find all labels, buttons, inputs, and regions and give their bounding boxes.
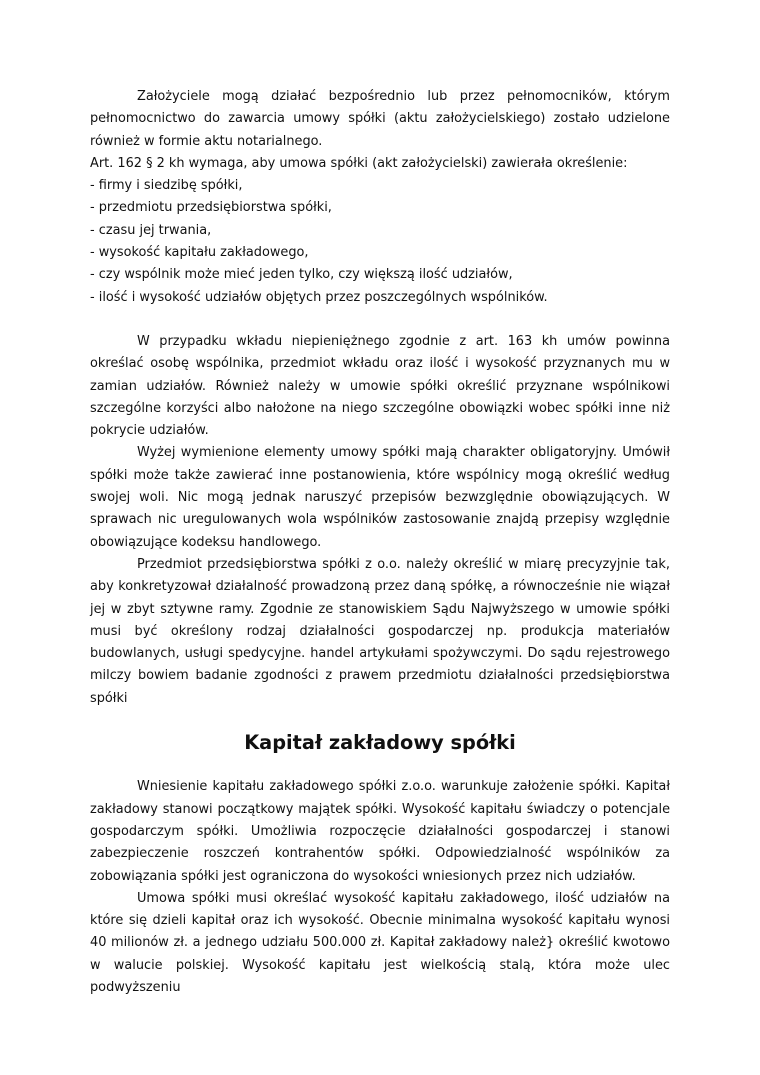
document-page <box>90 86 670 999</box>
paragraph-business-scope: Przedmiot przedsiębiorstwa spółki z o.o. należy określić w miarę precyzyjnie tak, aby konkretyzował działalność prowadzoną przez daną spółkę, a równocześnie nie wiązał jej w zbyt sztywne ramy. Zgodnie ze stanowiskiem Sądu Najwyższego w umowie spółki musi być określony rodzaj działalności gospodarczej np. produkcja materiałów budowlanych, usługi spedycyjne. handel artykułami spożywczymi. Do sądu rejestrowego milczy bowiem badanie zgodności z prawem przedmiotu działalności przedsiębiorstwa spółki <box>90 556 670 706</box>
list-item: - firmy i siedzibę spółki, <box>90 178 243 194</box>
spacer <box>90 710 670 732</box>
requirements-list <box>90 175 670 309</box>
list-item: - wysokość kapitału zakładowego, <box>90 245 309 261</box>
spacer <box>90 754 670 776</box>
paragraph-non-cash-contribution: W przypadku wkładu niepieniężnego zgodnie z art. 163 kh umów powinna określać osobę wspólnika, przedmiot wkładu oraz ilość i wysokość przyznanych mu w zamian udziałów. Również należy w umowie spółki określić przyznane wspólnikowi szczególne korzyści albo nałożone na niego szczególne obowiązki wobec spółki inne niż pokrycie udziałów. <box>90 333 670 439</box>
paragraph-obligatory-elements: Wyżej wymienione elementy umowy spółki mają charakter obligatoryjny. Umówił spółki może także zawierać inne postanowienia, które wspólnicy mogą określić według swojej woli. Nic mogą jednak naruszyć przepisów bezwzględnie obowiązujących. W sprawach nic uregulowanych wola wspólników zastosowanie znajdą przepisy względnie obowiązujące kodeksu handlowego. <box>90 445 670 550</box>
list-item: - przedmiotu przedsiębiorstwa spółki, <box>90 200 332 216</box>
list-item: - ilość i wysokość udziałów objętych przez poszczególnych wspólników. <box>90 289 548 305</box>
list-item: - czasu jej trwania, <box>90 222 212 238</box>
paragraph-capital-amount: Umowa spółki musi określać wysokość kapitału zakładowego, ilość udziałów na które się dzieli kapitał oraz ich wysokość. Obecnie minimalna wysokość kapitału wynosi 40 milionów zł. a jednego udziału 500.000 zł. Kapitał zakładowy należ} określić kwotowo w walucie polskiej. Wysokość kapitału jest wielkością stalą, która może ulec podwyższeniu <box>90 890 670 995</box>
paragraph-share-capital: Wniesienie kapitału zakładowego spółki z.o.o. warunkuje założenie spółki. Kapitał zakładowy stanowi początkowy majątek spółki. Wysokość kapitału świadczy o potencjale gospodarczym spółki. Umożliwia rozpoczęcie działalności gospodarczej i stanowi zabezpieczenie roszczeń kontrahentów spółki. Odpowiedzialność wspólników za zobowiązania spółki jest ograniczona do wysokości wniesionych przez nich udziałów. <box>90 779 670 884</box>
spacer <box>90 309 670 331</box>
list-item: - czy wspólnik może mieć jeden tylko, czy większą ilość udziałów, <box>90 267 513 283</box>
section-heading: Kapitał zakładowy spółki <box>244 731 516 755</box>
paragraph-founders: Założyciele mogą działać bezpośrednio lub przez pełnomocników, którym pełnomocnictwo do zawarcia umowy spółki (aktu założycielskiego) zostało udzielone również w formie aktu notarialnego. <box>90 89 670 149</box>
article-162-line: Art. 162 § 2 kh wymaga, aby umowa spółki (akt założycielski) zawierała określenie: <box>90 155 628 171</box>
